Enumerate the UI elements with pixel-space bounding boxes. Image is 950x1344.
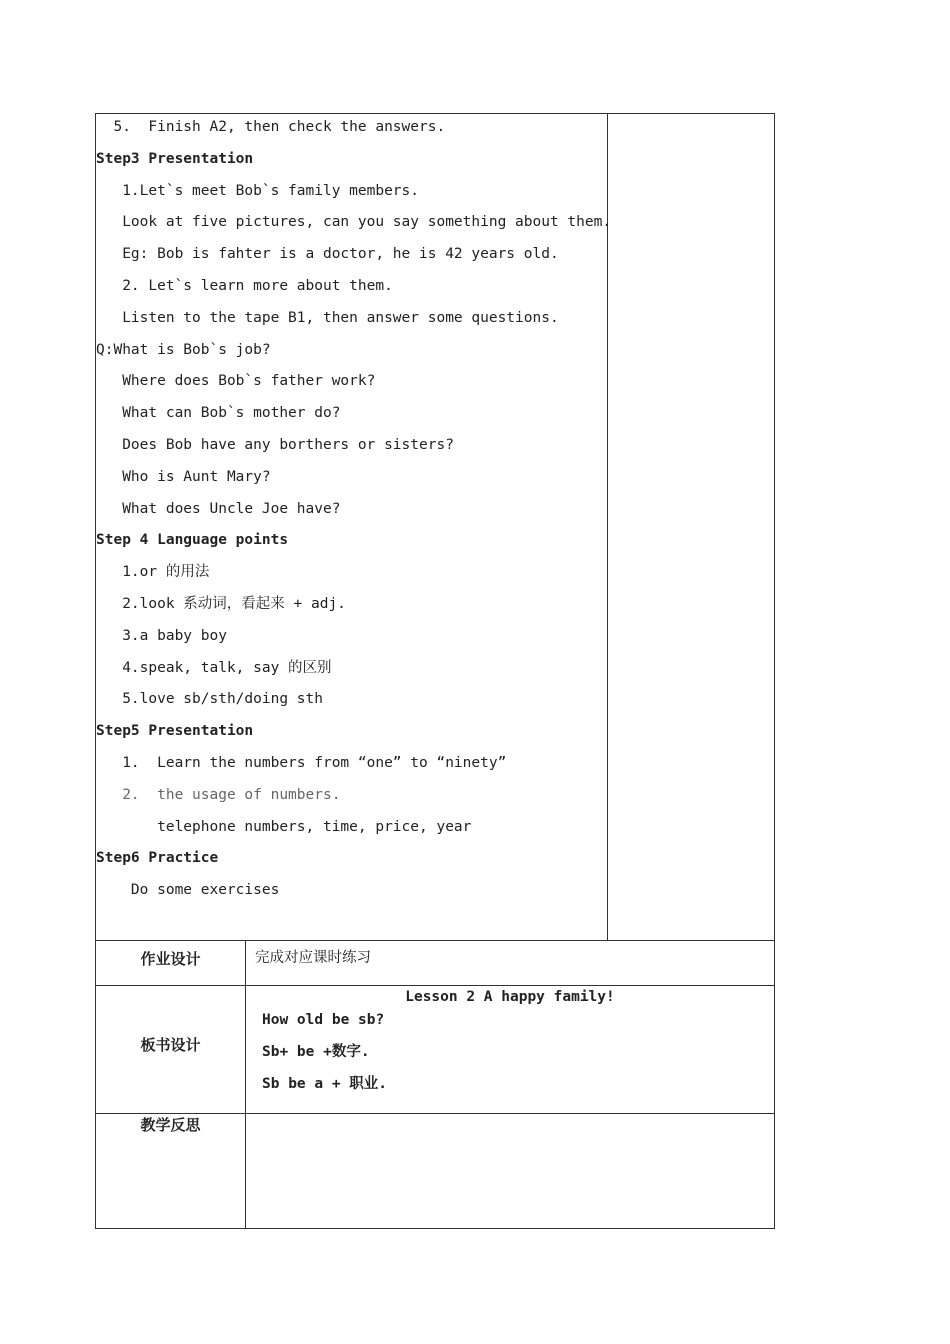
board-cell bbox=[246, 986, 775, 1114]
lesson-plan-table bbox=[95, 113, 775, 1229]
procedure-line: telephone numbers, time, price, year bbox=[96, 818, 472, 835]
homework-row bbox=[96, 941, 775, 986]
procedure-lines bbox=[96, 114, 612, 911]
board-line: Sb be a + 职业. bbox=[262, 1075, 388, 1092]
reflection-label: 教学反思 bbox=[96, 1114, 246, 1229]
procedure-line: 2. the usage of numbers. bbox=[96, 786, 341, 803]
board-title: Lesson 2 A happy family! bbox=[405, 989, 615, 1005]
board-row bbox=[96, 986, 775, 1114]
board-line: Sb+ be +数字. bbox=[262, 1043, 370, 1060]
procedure-line: 5. Finish A2, then check the answers. bbox=[96, 119, 446, 135]
procedure-line: Who is Aunt Mary? bbox=[96, 468, 271, 485]
reflection-row bbox=[96, 1114, 775, 1229]
notes-cell bbox=[608, 114, 775, 941]
procedure-row bbox=[96, 114, 775, 941]
step-heading: Step5 Presentation bbox=[96, 723, 254, 740]
procedure-cell bbox=[96, 114, 612, 941]
procedure-line: What does Uncle Joe have? bbox=[96, 500, 341, 517]
procedure-line: Listen to the tape B1, then answer some questions. bbox=[96, 309, 559, 326]
step-heading: Step3 Presentation bbox=[96, 150, 254, 167]
procedure-line: Does Bob have any borthers or sisters? bbox=[96, 436, 454, 453]
procedure-line: Where does Bob`s father work? bbox=[96, 373, 376, 390]
homework-label: 作业设计 bbox=[96, 941, 246, 986]
procedure-line: Do some exercises bbox=[96, 882, 280, 899]
procedure-line: What can Bob`s mother do? bbox=[96, 405, 341, 422]
procedure-line: 5.love sb/sth/doing sth bbox=[96, 691, 323, 708]
procedure-line: 1.or 的用法 bbox=[96, 564, 210, 581]
step-heading: Step6 Practice bbox=[96, 850, 219, 867]
procedure-line: Look at five pictures, can you say something about them. bbox=[96, 214, 612, 231]
procedure-line: Eg: Bob is fahter is a doctor, he is 42 years old. bbox=[96, 246, 559, 263]
reflection-cell bbox=[246, 1114, 775, 1229]
procedure-line: 4.speak, talk, say 的区别 bbox=[96, 659, 332, 676]
procedure-line: 3.a baby boy bbox=[96, 627, 227, 644]
board-label: 板书设计 bbox=[96, 986, 246, 1114]
procedure-line: Q:What is Bob`s job? bbox=[96, 341, 271, 358]
step-heading: Step 4 Language points bbox=[96, 532, 289, 549]
board-line: How old be sb? bbox=[262, 1012, 385, 1028]
procedure-line: 2.look 系动词，看起来 + adj. bbox=[96, 595, 346, 612]
procedure-line: 2. Let`s learn more about them. bbox=[96, 277, 393, 294]
homework-text: 完成对应课时练习 bbox=[246, 941, 775, 986]
procedure-line: 1. Learn the numbers from “one” to “ninety” bbox=[96, 754, 507, 771]
procedure-line: 1.Let`s meet Bob`s family members. bbox=[96, 182, 420, 199]
